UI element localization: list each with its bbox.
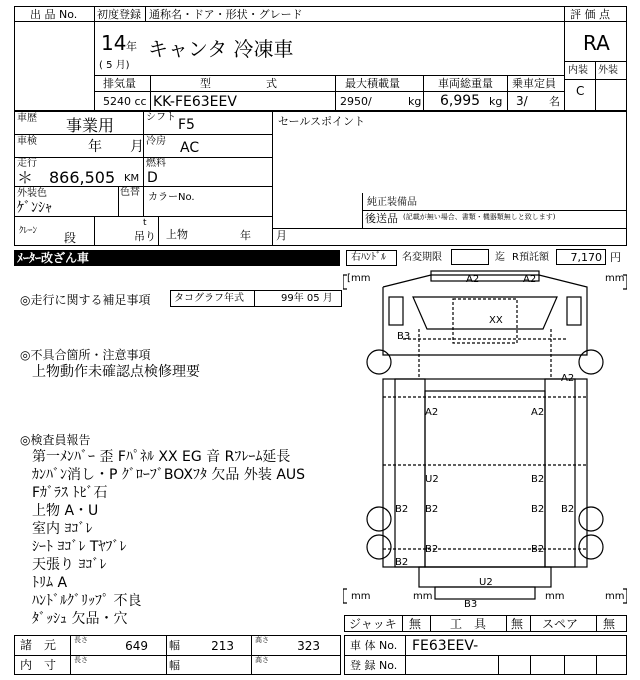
defect-note-text: 上物動作未確認点検修理要 [32,364,200,380]
mm-mark: mm [351,591,371,602]
inner-width-label: 幅 [169,659,180,672]
upper-body-month: 月 [276,229,287,242]
jack-label: ジャッキ [349,617,397,631]
grade-label: 評 価 点 [570,8,610,21]
registration-year-unit: 年 [126,40,137,53]
gross-weight-value: 6,995 [440,93,481,109]
inspector-line: 室内 ﾖｺﾞﾚ [32,521,93,537]
tachograph-label: タコグラフ年式 [174,293,244,304]
inspector-report-label: ◎検査員報告 [20,433,91,447]
max-load-unit: kg [408,95,422,108]
tachograph-value: 99年 05 月 [281,293,333,304]
defect-note-label: ◎不具合箇所・注意事項 [20,348,151,362]
inspector-line: ｶﾝﾊﾞﾝ消し・P ｸﾞﾛｰﾌﾞBOXﾌﾀ 欠品 外装 AUS [32,467,306,483]
inspector-line: 上物 A・U [32,503,99,519]
car-name: キャンタ 冷凍車 [148,37,294,61]
capacity-label: 乗車定員 [512,77,556,90]
crane-steps: 段 [64,231,77,245]
evaluation-grade: RA [583,31,610,55]
inspector-line: 天張り ﾖｺﾞﾚ [32,557,107,573]
damage-label: B2 [395,557,409,568]
damage-label: B2 [561,504,575,515]
body-number-value: FE63EEV- [412,638,479,654]
length-value: 649 [125,639,148,653]
interior-grade-label: 内装 [568,65,588,76]
damage-label: B2 [425,544,439,555]
history-label: 車歴 [17,113,37,124]
lot-number-label: 出 品 No. [30,8,78,21]
name-change-deadline-label: 名変期限 [402,252,442,263]
max-load-value: 2950/ [340,95,372,108]
damage-label: B2 [395,504,409,515]
body-number-label: 車 体 No. [350,639,398,652]
color-value: ｹﾞﾝｼｬ [17,200,52,216]
after-parts-note: (記載が無い場合、書類・機器類無しと致します) [403,213,556,221]
mm-mark: mm [351,273,371,284]
width-value: 213 [211,639,234,653]
mm-mark: mm [413,591,433,602]
damage-label: A2 [531,407,545,418]
ac-label: 冷房 [146,136,166,147]
damage-label: B2 [425,504,439,515]
inspector-line: ﾀﾞｯｼｭ 欠品・穴 [32,611,128,627]
name-change-until: 迄 [495,252,505,263]
inner-dimensions-label: 内 寸 [20,658,57,672]
tools-label: 工 具 [450,617,487,631]
width-label: 幅 [169,639,180,652]
ac-value: AC [180,140,200,156]
max-load-label: 最大積載量 [345,77,400,90]
damage-label: U2 [425,474,439,485]
name-change-deadline-box [451,249,489,265]
crane-hang: 吊り [134,230,156,243]
model-label: 型 式 [200,77,277,90]
color-code-label: カラーNo. [148,192,195,203]
after-parts-label: 後送品 [365,212,398,225]
exterior-grade-label: 外装 [598,65,618,76]
color-label: 外装色 [17,188,47,199]
color-change-label: 色替 [120,187,140,198]
mileage-value: ＊ 866,505 [17,168,116,187]
damage-label: U2 [479,577,493,588]
damage-label: A2 [523,274,537,285]
inner-length-label: 長さ [74,656,88,664]
inspector-line: ﾊﾝﾄﾞﾙｸﾞﾘｯﾌﾟ 不良 [32,593,142,609]
crane-label: ｸﾚｰﾝ [19,226,38,236]
fuel-value: D [147,170,158,186]
upper-body-year: 年 [240,229,251,242]
shift-value: F5 [178,117,195,133]
mm-mark: mm [605,591,625,602]
inspection-label: 車検 [17,136,37,147]
inspector-line: Fｶﾞﾗｽ ﾄﾋﾞ石 [32,485,108,501]
fuel-label: 燃料 [146,158,166,169]
height-label: 高さ [255,636,269,644]
mileage-label: 走行 [17,158,37,169]
mm-mark: mm [605,273,625,284]
mm-mark: mm [545,591,565,602]
registration-month: ( 5 月) [99,60,130,71]
damage-label: B2 [531,504,545,515]
damage-label: B3 [397,331,411,342]
sales-point-label: セールスポイント [278,115,366,128]
mm-mark: [ [347,273,351,284]
displacement-value: 5240 cc [103,95,147,108]
damage-label: B3 [464,599,478,610]
inspector-line: ﾄﾘﾑ A [32,575,68,591]
spare-value: 無 [603,617,616,631]
inspector-line: 第一ﾒﾝﾊﾞｰ 歪 Fﾊﾟﾈﾙ XX EG 音 Rﾌﾚｰﾑ延長 [32,449,291,465]
damage-label: B2 [531,474,545,485]
capacity-unit: 名 [549,95,560,108]
first-registration-label: 初度登録 [97,8,141,21]
recycle-fee-label: R預託額 [512,252,549,263]
gross-weight-label: 車両総重量 [438,77,493,90]
interior-grade-value: C [576,84,585,98]
meter-tampered-text: ﾒｰﾀｰ改ざん車 [17,251,90,265]
truck-damage-diagram [343,269,627,614]
shift-label: シフト [146,112,176,123]
meter-tampered-banner [14,250,340,266]
genuine-equipment-label: 純正装備品 [367,197,417,208]
capacity-value: 3/ [516,94,528,108]
jack-value: 無 [409,617,422,631]
history-value: 事業用 [66,116,115,135]
driving-note-label: ◎走行に関する補足事項 [20,293,151,307]
displacement-label: 排気量 [103,77,136,90]
inspection-value: 年 月 [88,139,144,155]
recycle-fee-unit: 円 [610,251,621,264]
registration-number-label: 登 録 No. [350,659,398,672]
damage-label: B2 [531,544,545,555]
recycle-fee-value: 7,170 [570,251,602,264]
damage-label: XX [489,315,503,326]
registration-year: 14 [101,31,127,55]
damage-label: A2 [466,274,480,285]
inspector-line: ｼｰﾄ ﾖｺﾞﾚ Tﾔﾌﾞﾚ [32,539,127,555]
tools-value: 無 [511,617,524,631]
spare-label: スペア [542,617,579,631]
damage-label: A2 [561,373,575,384]
mileage-unit: KM [124,173,140,184]
steering-value: 右ﾊﾝﾄﾞﾙ [351,252,386,263]
damage-label: A2 [425,407,439,418]
crane-ton: t [143,218,147,228]
model-value: KK-FE63EEV [153,94,237,110]
dimensions-label: 諸 元 [20,638,57,652]
name-grade-label: 通称名・ドア・形状・グレード [149,8,303,21]
gross-weight-unit: kg [489,95,503,108]
length-label: 長さ [74,636,88,644]
upper-body-label: 上物 [166,228,188,241]
inner-height-label: 高さ [255,656,269,664]
height-value: 323 [297,639,320,653]
